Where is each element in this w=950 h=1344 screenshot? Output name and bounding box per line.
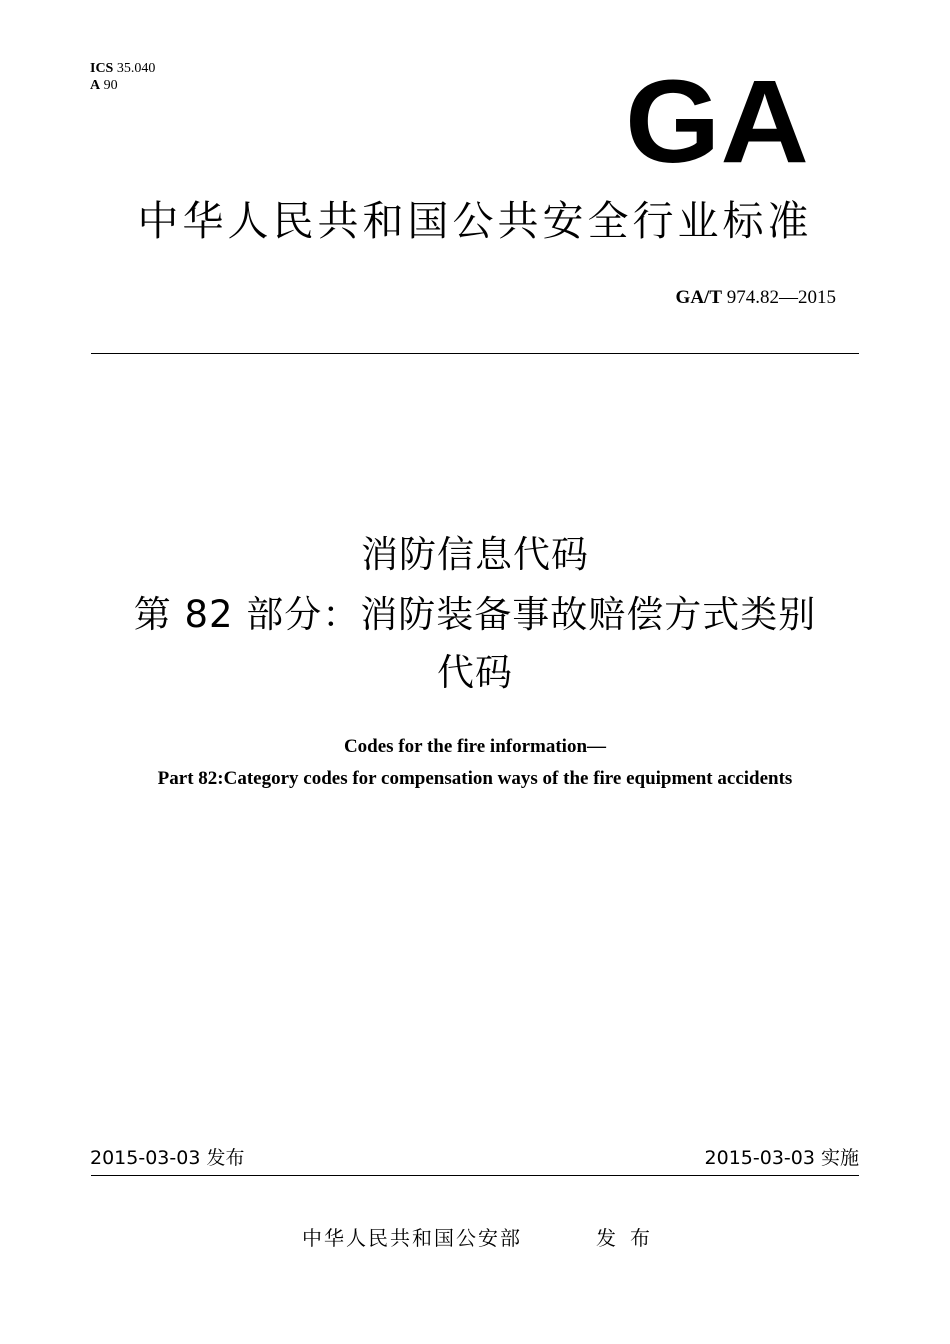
issue-date: 2015-03-03 发布 xyxy=(90,1147,245,1169)
ccs-label: A xyxy=(90,78,101,93)
title-cn-line-1: 消防信息代码 xyxy=(361,533,589,576)
ics-label: ICS xyxy=(90,61,114,76)
ics-value: 35.040 xyxy=(116,61,156,76)
publish-label: 发布 xyxy=(596,1226,664,1250)
ga-logo xyxy=(622,66,812,170)
standard-category-title: 中华人民共和国公共安全行业标准 xyxy=(137,197,813,245)
ccs-line xyxy=(90,77,155,94)
standard-code: 974.82—2015 xyxy=(726,287,836,308)
classification-codes xyxy=(90,60,155,94)
title-en-line-1: Codes for the fire information— xyxy=(343,736,607,757)
standard-number xyxy=(676,286,836,310)
publisher-name: 中华人民共和国公安部 xyxy=(302,1226,522,1250)
title-cn-line-2: 第 82 部分：消防装备事故赔偿方式类别 xyxy=(133,593,817,636)
ga-logo-text: GA xyxy=(625,66,809,170)
ics-line xyxy=(90,60,155,77)
footer-divider xyxy=(91,1175,859,1176)
header-divider xyxy=(91,353,859,354)
standard-prefix: GA/T xyxy=(675,287,722,308)
title-cn-line-3: 代码 xyxy=(437,651,513,694)
title-en-line-2: Part 82:Category codes for compensation ways of the fire equipment accidents xyxy=(157,768,793,789)
implementation-date: 2015-03-03 实施 xyxy=(704,1147,859,1169)
ccs-value: 90 xyxy=(103,78,118,93)
